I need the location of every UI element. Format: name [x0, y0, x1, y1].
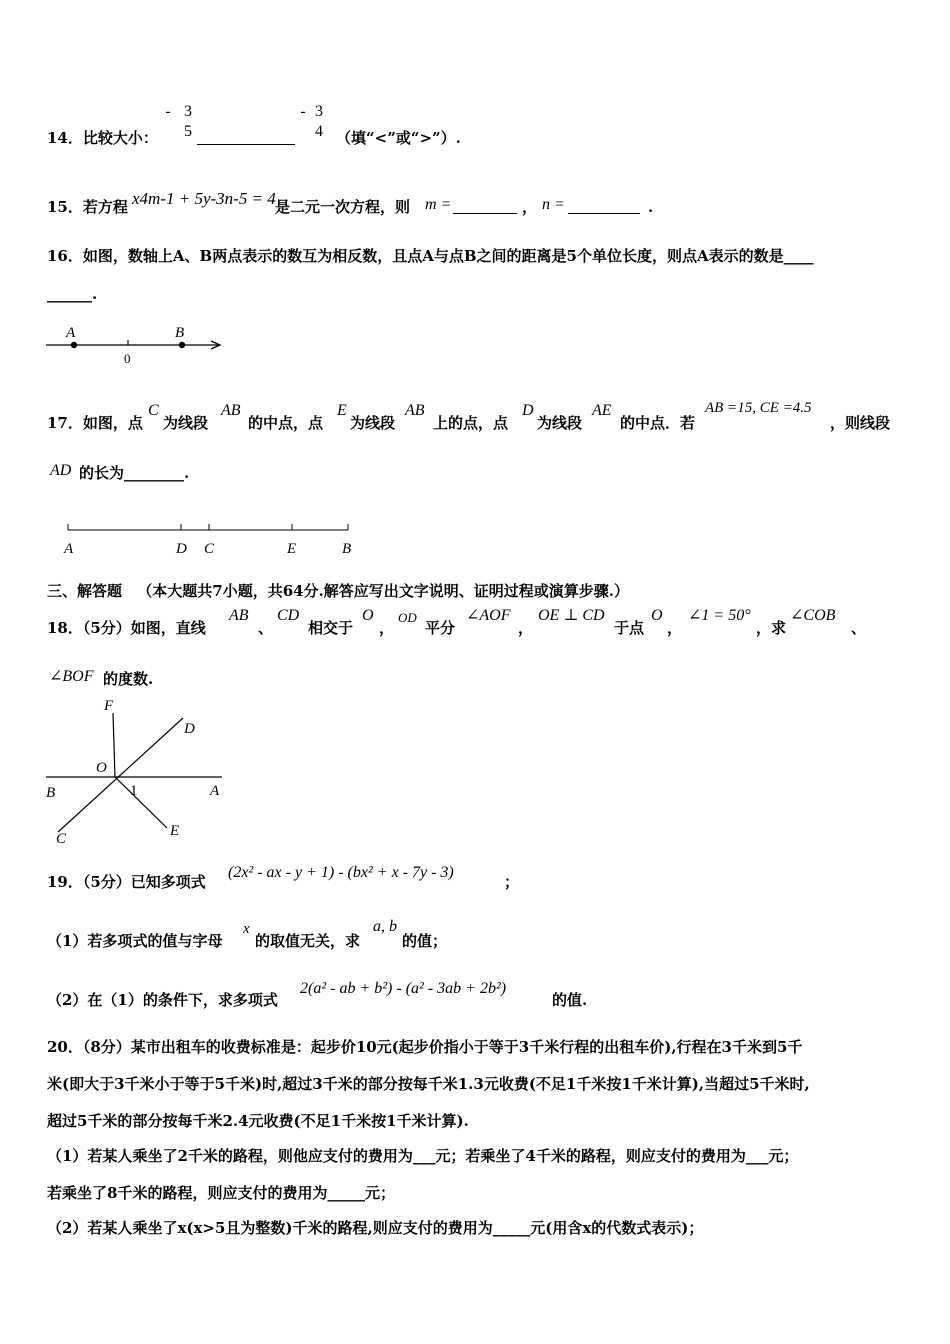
point-b-label: B [175, 325, 185, 341]
q17-t1: 17．如图，点 [47, 414, 143, 432]
q19-p1-a: （1）若多项式的值与字母 [47, 932, 223, 950]
q17-t6: 为线段 [537, 414, 583, 432]
seg-label-c: C [204, 541, 215, 557]
q18-line2-bof: ∠BOF [49, 668, 94, 685]
q17-t8: ，则线段 [830, 414, 891, 432]
q14-frac1-den: 5 [184, 123, 192, 140]
q18-t7: 于点 [614, 619, 645, 637]
q20-p2: （2）若某人乘坐了x(x>5且为整数)千米的路程,则应支付的费用为_____元(用含x的代数式表示)； [47, 1219, 704, 1237]
section3-note: （本大题共7小题，共64分.解答应写出文字说明、证明过程或演算步骤.） [137, 582, 630, 600]
q17-c: C [148, 402, 159, 419]
q17-given: AB =15, CE =4.5 [705, 400, 812, 416]
q17-t4: 为线段 [350, 414, 396, 432]
angle-label-e: E [170, 823, 180, 839]
q15-n-label: n = [542, 196, 565, 213]
q16-line1: 16．如图，数轴上A、B两点表示的数互为相反数，且点A与点B之间的距离是5个单位长度，则点A表示的数是____ [47, 247, 814, 265]
q19-p2-b: 的值. [552, 991, 588, 1009]
angle-label-d: D [184, 721, 195, 737]
angle-label-o: O [96, 760, 107, 776]
q14-prefix: 14．比较大小： [47, 129, 158, 147]
q19-p2-a: （2）在（1）的条件下，求多项式 [47, 991, 278, 1009]
q17-t5: 上的点，点 [433, 414, 509, 432]
q14-suffix: （填“<”或“>”）. [336, 129, 461, 147]
q20-p1-line2: 若乘坐了8千米的路程，则应支付的费用为_____元； [47, 1184, 395, 1202]
q18-ab: AB [229, 607, 249, 624]
q17-t2: 为线段 [163, 414, 209, 432]
q14-frac2-sign: - [300, 103, 306, 120]
q17-line2-ad: AD [50, 462, 72, 479]
q15-prefix: 15．若方程 [47, 198, 128, 216]
q18-t3: 相交于 [308, 619, 354, 637]
q19-t2: ； [504, 873, 520, 891]
q17-t3: 的中点，点 [248, 414, 324, 432]
q18-t2: 、 [258, 619, 274, 637]
q18-o2: O [651, 607, 663, 624]
q15-sep: ， [522, 198, 538, 216]
q14-frac1-num: 3 [184, 103, 192, 120]
section3-title: 三、解答题 [47, 582, 123, 600]
q18-t8: ， [667, 619, 683, 637]
point-a-label: A [66, 325, 76, 341]
q19-p2-poly: 2(a² - ab + b²) - (a² - 3ab + 2b²) [300, 980, 507, 997]
q20-line2: 米(即大于3千米小于等于5千米)时,超过3千米的部分按每千米1.3元收费(不足1千米按1千米计算),当超过5千米时, [47, 1075, 810, 1093]
q17-t7: 的中点．若 [620, 414, 696, 432]
line-cd [58, 718, 183, 832]
ray-of [113, 713, 115, 777]
angle-label-c: C [56, 831, 67, 847]
angle-label-a: A [210, 783, 220, 799]
q20-line3: 超过5千米的部分按每千米2.4元收费(不足1千米按1千米计算). [47, 1112, 469, 1130]
q17-line2-text: 的长为________. [79, 464, 190, 482]
q18-t6: ， [518, 619, 534, 637]
q15-mid: 是二元一次方程，则 [275, 198, 411, 216]
q18-t10: 、 [851, 619, 867, 637]
q17-ab2: AB [405, 402, 425, 419]
q16-line2: ______. [47, 285, 98, 303]
seg-label-d: D [176, 541, 187, 557]
seg-label-b: B [342, 541, 352, 557]
seg-label-a: A [64, 541, 74, 557]
q18-t9: ，求 [756, 619, 787, 637]
q20-p1-line1: （1）若某人乘坐了2千米的路程，则他应支付的费用为___元；若乘坐了4千米的路程，则应支付的费用为___元； [47, 1147, 799, 1165]
q19-t1: 19．（5分）已知多项式 [47, 873, 206, 891]
q18-cd: CD [277, 607, 300, 624]
q18-angle1: ∠1 = 50° [688, 607, 751, 624]
angle-label-b: B [46, 785, 56, 801]
angle-label-1: 1 [130, 783, 138, 799]
q18-cob: ∠COB [790, 607, 836, 624]
q17-ae: AE [592, 402, 612, 419]
ray-oe [115, 777, 167, 828]
q18-o: O [362, 607, 374, 624]
q15-end: . [648, 198, 654, 216]
q18-line2-text: 的度数. [103, 670, 154, 688]
q14-frac2-den: 4 [315, 123, 323, 140]
q15-m-label: m = [425, 196, 452, 213]
q17-d: D [522, 402, 534, 419]
q17-e: E [337, 402, 347, 419]
q19-p1-b: 的取值无关，求 [255, 932, 361, 950]
q19-p1-x: x [243, 921, 250, 937]
q18-perp: OE ⊥ CD [538, 607, 605, 624]
q18-t1: 18．（5分）如图，直线 [47, 619, 206, 637]
q18-aof: ∠AOF [466, 607, 511, 624]
q15-equation: x4m-1 + 5y-3n-5 = 4 [132, 189, 276, 208]
q17-ab: AB [221, 402, 241, 419]
q14-frac2-num: 3 [315, 103, 323, 120]
q18-t4: ， [379, 619, 395, 637]
q19-p1-c: 的值； [402, 932, 448, 950]
origin-label: 0 [124, 351, 131, 366]
q19-p1-ab: a, b [373, 918, 397, 935]
q18-t5: 平分 [425, 619, 456, 637]
q19-poly: (2x² - ax - y + 1) - (bx² + x - 7y - 3) [228, 864, 454, 881]
seg-label-e: E [287, 541, 297, 557]
angle-label-f: F [104, 698, 114, 714]
q14-frac1-sign: - [165, 103, 171, 120]
q18-od: OD [398, 610, 417, 625]
q20-line1: 20．（8分）某市出租车的收费标准是：起步价10元(起步价指小于等于3千米行程的出租车价),行程在3千米到5千 [47, 1038, 803, 1056]
